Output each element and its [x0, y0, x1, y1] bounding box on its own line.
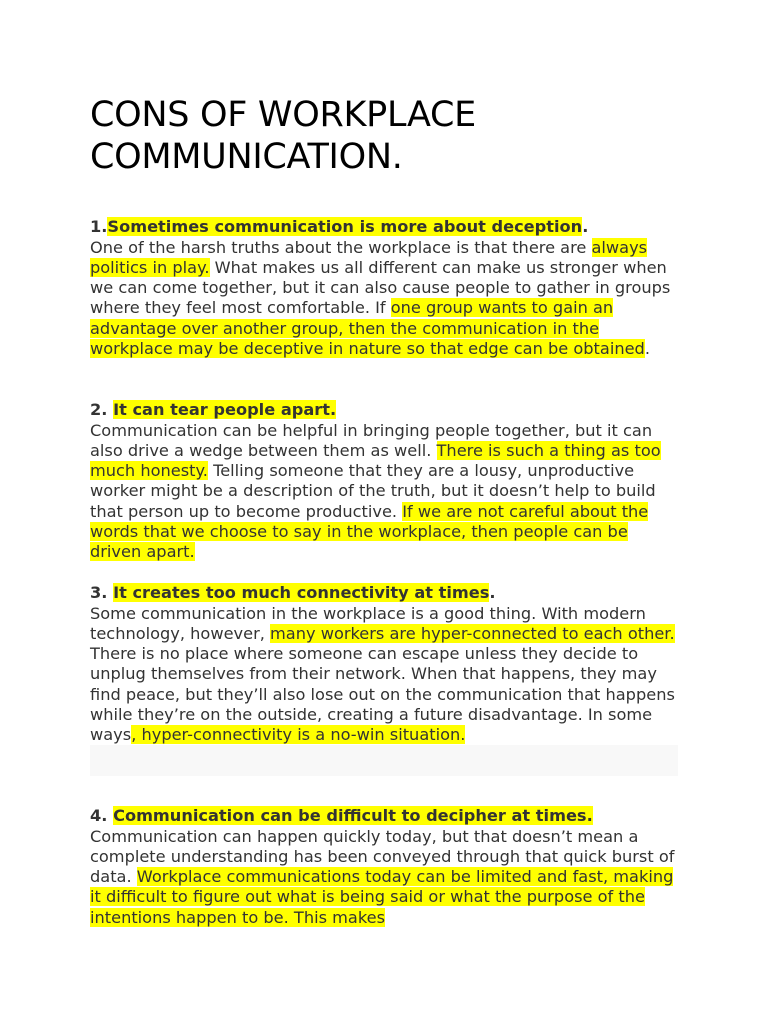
section-2 — [90, 380, 680, 563]
section-1-number: 1. — [90, 217, 108, 237]
section-2-number: 2. — [90, 400, 114, 420]
document-title: CONS OF WORKPLACE COMMUNICATION. — [90, 95, 476, 177]
section-3-body-2: There is no place where someone can escape unless they decide to unplug themselves from their network. When that happens, they may find peace, but they’ll also lose out on the communication that happens while they’re on the outside, creating a future disadvantage. In some ways — [90, 644, 675, 745]
section-4-body-0: Communication can happen quickly today, but that doesn’t mean a complete understanding has been conveyed through that quick burst of data. — [90, 826, 675, 887]
section-3-body-1: many workers are hyper-connected to each other. — [270, 623, 675, 643]
section-2-body-1: There is such a thing as too much honesty. — [90, 440, 661, 481]
section-2-body-3: If we are not careful about the words that we choose to say in the workplace, then people can be driven apart. — [90, 501, 649, 562]
section-4-body-1: Workplace communications today can be limited and fast, making it difficult to figure out what is being said or what the purpose of the intentions happen to be. This makes — [90, 867, 674, 927]
section-2-body-2: Telling someone that they are a lousy, unproductive worker might be a description of the truth, but it doesn’t help to build that person up to become productive. — [90, 461, 656, 521]
section-2-heading: It can tear people apart. — [113, 400, 337, 420]
section-3-number: 3. — [90, 583, 114, 603]
section-2-body-0: Communication can be helpful in bringing people together, but it can also drive a wedge between them as well. — [90, 420, 653, 460]
section-4-number: 4. — [90, 806, 114, 826]
section-3-body-3: , hyper-connectivity is a no-win situation. — [131, 725, 466, 745]
section-3-heading: It creates too much connectivity at times — [113, 583, 490, 603]
section-1-body-1: always politics in play. — [90, 237, 648, 277]
section-3 — [90, 563, 680, 746]
section-1-body-3: one group wants to gain an advantage over another group, then the communication in the workplace may be deceptive in nature so that edge can be obtained — [90, 298, 645, 359]
document-page — [90, 0, 680, 927]
section-1-body-0: One of the harsh truths about the workplace is that there are — [90, 237, 592, 257]
section-3-body-0: Some communication in the workplace is a good thing. With modern technology, however, — [90, 603, 646, 643]
section-1-body-2: What makes us all different can make us stronger when we can come together, but it can also cause people to gather in groups where they feel most comfortable. If — [90, 257, 671, 318]
section-1-heading-suffix: . — [582, 217, 589, 237]
page-separator — [90, 745, 678, 776]
section-1-heading: Sometimes communication is more about deception — [107, 217, 583, 237]
section-1 — [90, 197, 680, 359]
section-3-heading-suffix: . — [489, 583, 496, 603]
section-4-heading: Communication can be difficult to decipher at times. — [113, 806, 593, 826]
section-4 — [90, 786, 680, 928]
section-1-body-4: . — [644, 339, 650, 359]
